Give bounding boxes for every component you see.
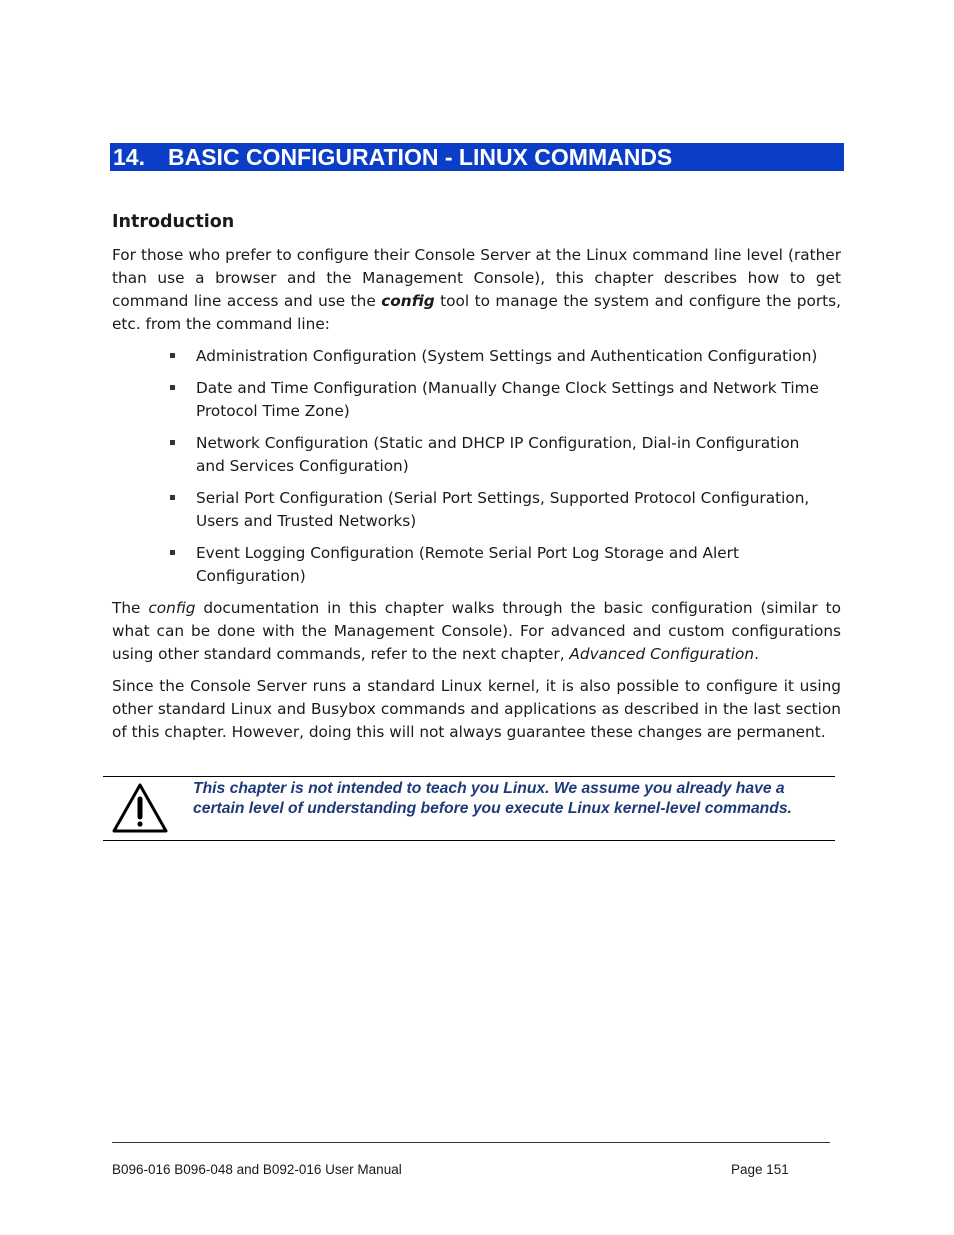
linux-kernel-paragraph xyxy=(112,675,841,744)
list-item-text: Date and Time Configuration (Manually Change Clock Settings and Network Time Protocol Time Zone) xyxy=(196,379,819,420)
intro-paragraph xyxy=(112,244,841,336)
list-item xyxy=(168,542,828,588)
configuration-list xyxy=(168,345,828,597)
config-doc-paragraph xyxy=(112,597,841,666)
footer-manual-title: B096-016 B096-048 and B092-016 User Manual xyxy=(112,1162,402,1177)
section-heading: Introduction xyxy=(112,212,235,232)
footer-page-number: Page 151 xyxy=(731,1162,789,1177)
list-item xyxy=(168,487,828,533)
bullet-square-icon xyxy=(170,495,175,500)
bullet-square-icon xyxy=(170,440,175,445)
para3-text: Since the Console Server runs a standard Linux kernel, it is also possible to configure it using other standard Linux and Busybox commands and applications as described in the last section of this chapter. However, doing this will not always guarantee these changes are permanent. xyxy=(112,677,841,741)
list-item xyxy=(168,377,828,423)
list-item-text: Network Configuration (Static and DHCP IP Configuration, Dial-in Configuration and Services Configuration) xyxy=(196,434,800,475)
list-item-text: Serial Port Configuration (Serial Port Settings, Supported Protocol Configuration, Users and Trusted Networks) xyxy=(196,489,810,530)
footer-rule xyxy=(112,1142,830,1143)
chapter-number: 14. xyxy=(113,144,145,170)
para2-text-middle: documentation in this chapter walks through the basic configuration (similar to what can be done with the Management Console). For advanced and custom configurations using other standard commands, refer to the next chapter, xyxy=(112,599,841,663)
bullet-square-icon xyxy=(170,550,175,555)
list-item xyxy=(168,432,828,478)
intro-text-before: For those who prefer to configure their Console Server at the Linux command line level (rather than use a browser and the Management Console), this chapter describes how to get command line access and use the xyxy=(112,246,841,310)
note-bottom-rule xyxy=(103,840,835,841)
warning-note-text: This chapter is not intended to teach you Linux. We assume you already have a certain level of understanding before you execute Linux kernel-level commands. xyxy=(193,780,792,817)
list-item xyxy=(168,345,828,368)
warning-triangle-icon xyxy=(111,782,169,834)
bullet-square-icon xyxy=(170,385,175,390)
note-top-rule xyxy=(103,776,835,777)
para2-text-before: The xyxy=(112,599,149,617)
para2-text-after: . xyxy=(754,645,759,663)
bullet-square-icon xyxy=(170,353,175,358)
chapter-title-bar xyxy=(110,143,844,171)
advanced-configuration-reference: Advanced Configuration xyxy=(569,645,755,663)
intro-text-after: tool to manage the system and configure the ports, etc. from the command line: xyxy=(112,292,841,333)
list-item-text: Event Logging Configuration (Remote Serial Port Log Storage and Alert Configuration) xyxy=(196,544,739,585)
intro-config-term: config xyxy=(381,292,435,310)
chapter-title: BASIC CONFIGURATION - LINUX COMMANDS xyxy=(168,144,673,170)
list-item-text: Administration Configuration (System Settings and Authentication Configuration) xyxy=(196,347,818,365)
para2-config-term: config xyxy=(148,599,196,617)
